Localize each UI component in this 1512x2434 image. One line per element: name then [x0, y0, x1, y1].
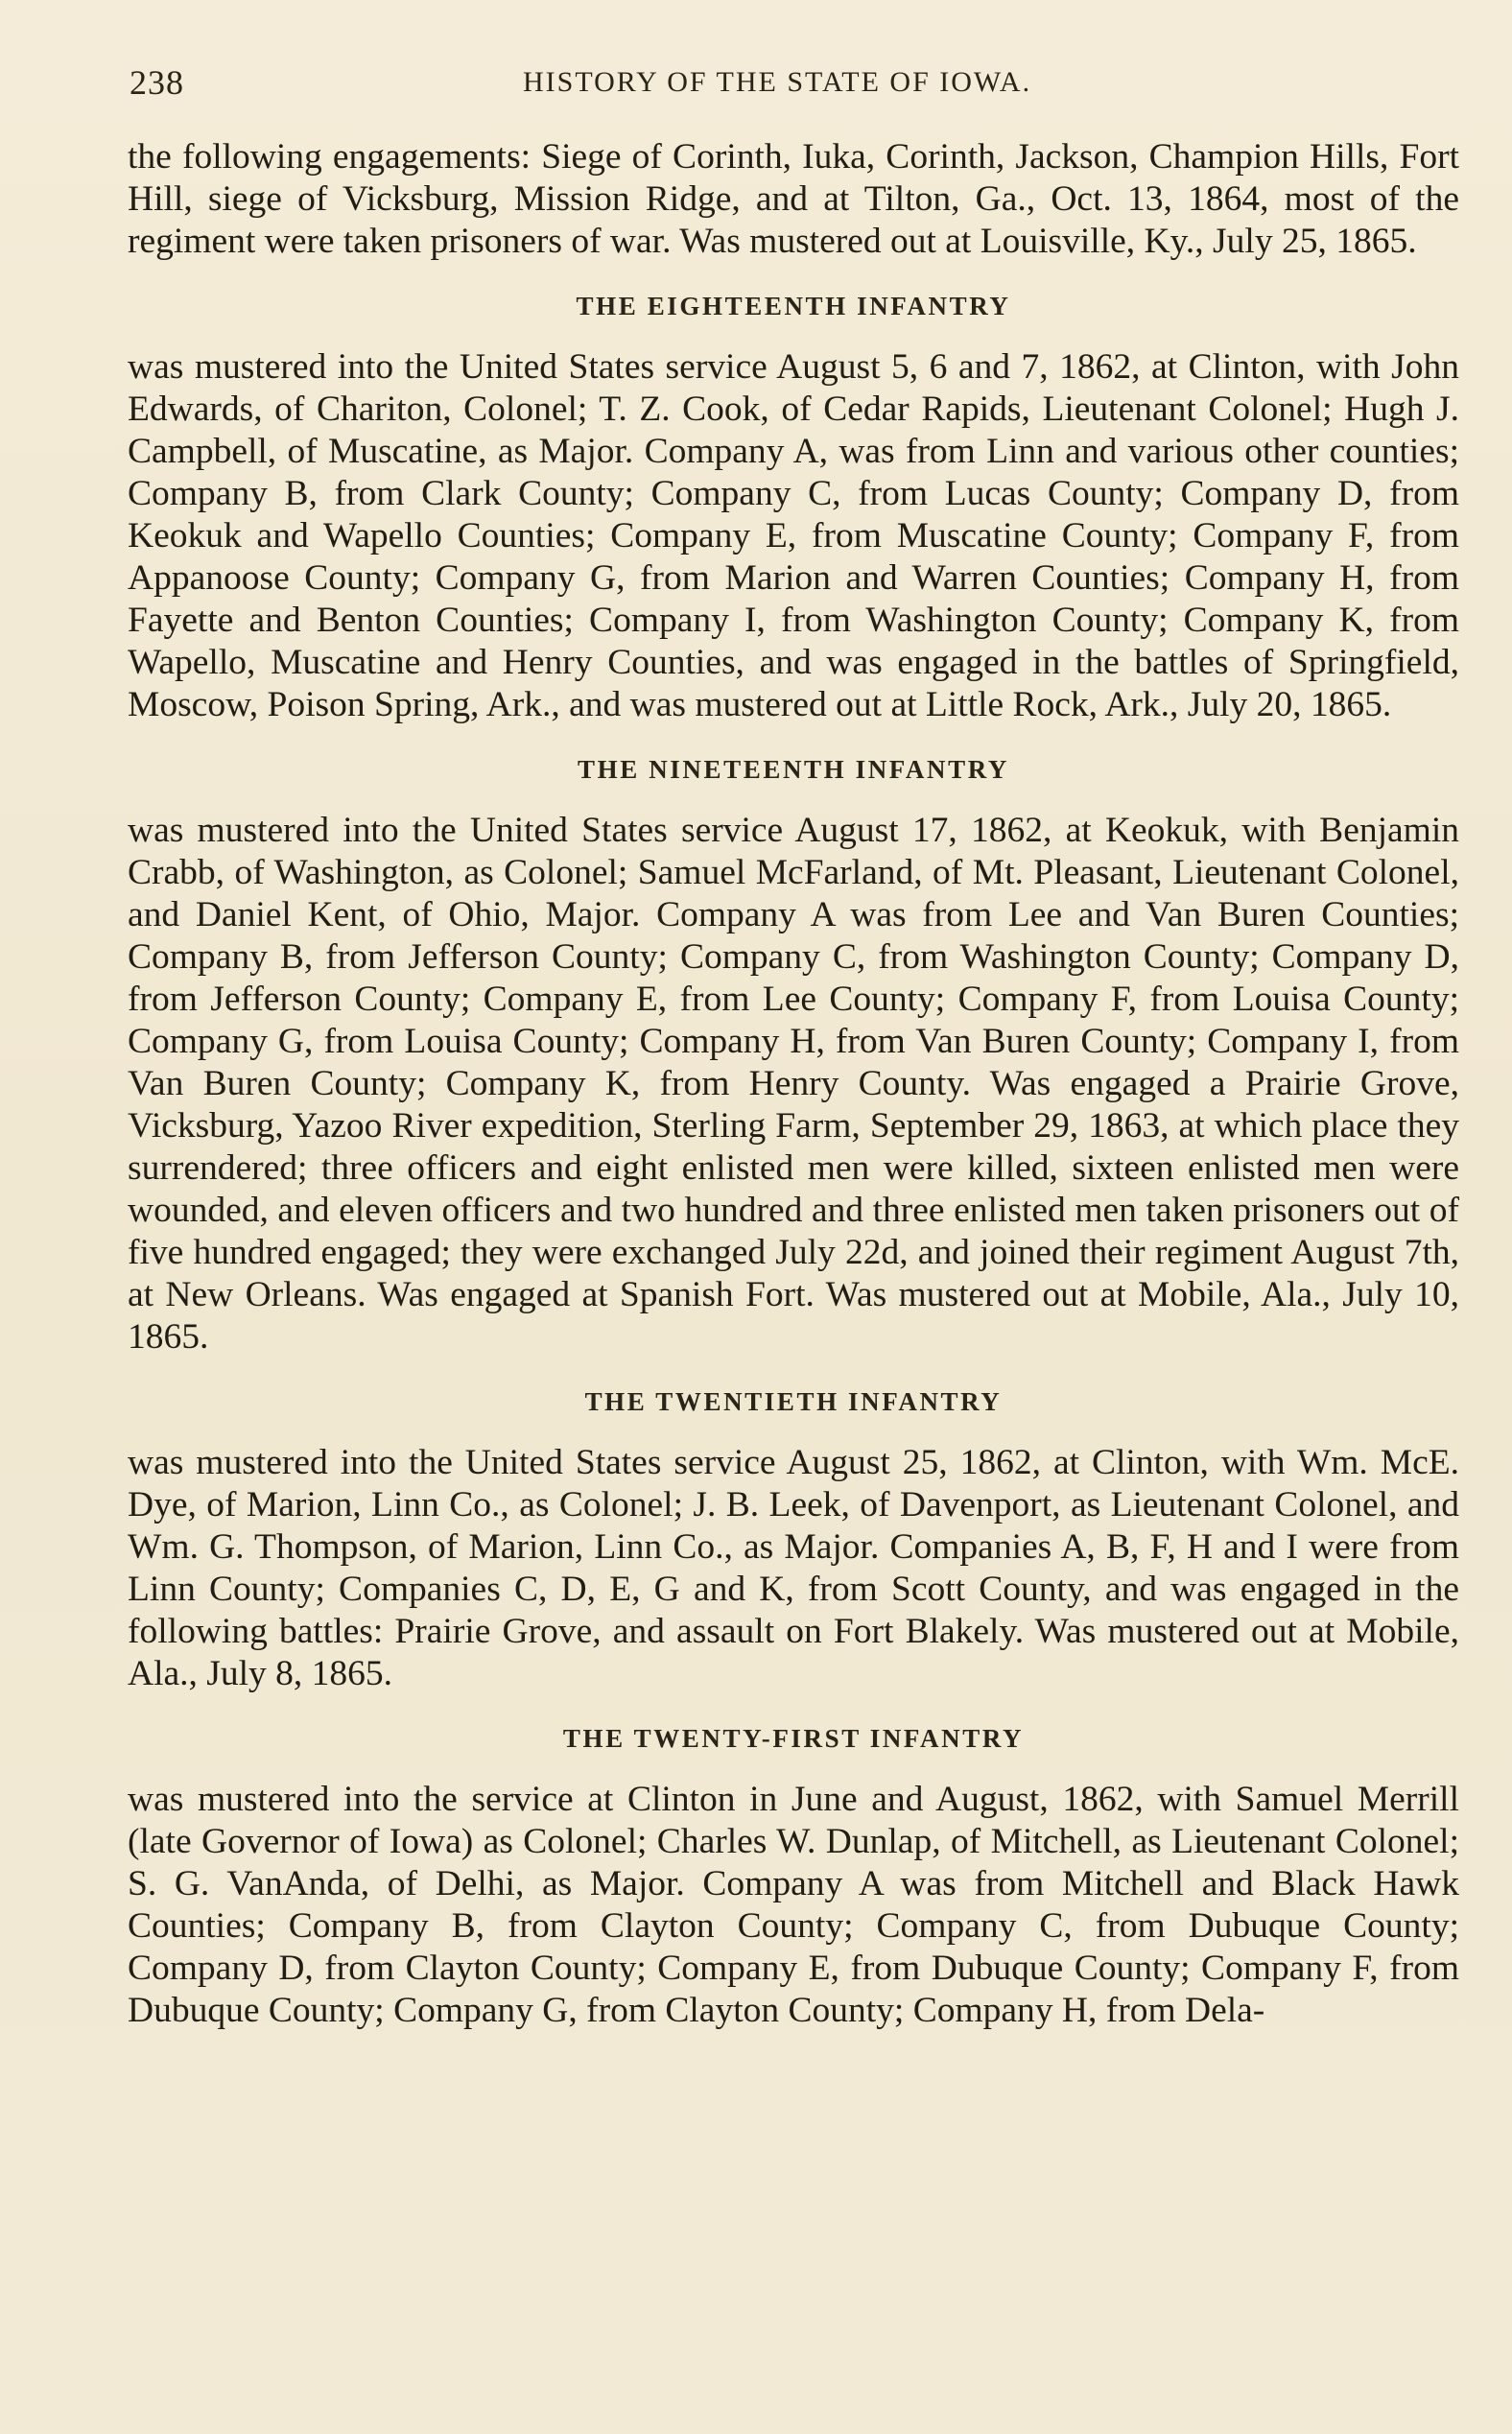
- section-4-heading: THE TWENTY-FIRST INFANTRY: [562, 1724, 1025, 1753]
- section-1-heading: THE EIGHTEENTH INFANTRY: [576, 292, 1011, 320]
- section-2-heading: THE NINETEENTH INFANTRY: [578, 755, 1009, 784]
- section-1-text: was mustered into the United States service August 5, 6 and 7, 1862, at Clinton, with John Edwards, of Chariton, Colonel; T. Z. Cook, of Cedar Rapids, Lieutenant Colonel; Hugh J. Campbell, of Muscatine, as Major. Company A, was from Linn and various other counties; Company B, from Clark County; Company C, from Lucas County; Company D, from Keokuk and Wapello Counties; Company E, from Muscatine County; Company F, from Appanoose County; Company G, from Marion and Warren Counties; Company H, from Fayette and Benton Counties; Company I, from Washington County; Company K, from Wapello, Muscatine and Henry Counties, and was engaged in the battles of Springfield, Moscow, Poison Spring, Ark., and was mustered out at Little Rock, Ark., July 20, 1865.: [128, 347, 1459, 724]
- section-4-text: was mustered into the service at Clinton in June and August, 1862, with Samuel Merrill (late Governor of Iowa) as Colonel; Charles W. Dunlap, of Mitchell, as Lieutenant Colonel; S. G. VanAnda, of Delhi, as Major. Company A was from Mitchell and Black Hawk Counties; Company B, from Clayton County; Company C, from Dubuque County; Company D, from Clayton County; Company E, from Dubuque County; Company F, from Dubuque County; Company G, from Clayton County; Company H, from Dela-: [128, 1780, 1459, 2030]
- running-head: [130, 62, 1089, 120]
- section-3-heading: THE TWENTIETH INFANTRY: [584, 1387, 1003, 1416]
- running-title: HISTORY OF THE STATE OF IOWA.: [523, 66, 1032, 98]
- page-number: 238: [130, 63, 184, 102]
- section-2-text: was mustered into the United States service August 17, 1862, at Keokuk, with Benjamin Crabb, of Washington, as Colonel; Samuel McFarland, of Mt. Pleasant, Lieutenant Colonel, and Daniel Kent, of Ohio, Major. Company A was from Lee and Van Buren Counties; Company B, from Jefferson County; Company C, from Washington County; Company D, from Jefferson County; Company E, from Lee County; Company F, from Louisa County; Company G, from Louisa County; Company H, from Van Buren County; Company I, from Van Buren County; Company K, from Henry County. Was engaged a Prairie Grove, Vicksburg, Yazoo River expedition, Sterling Farm, September 29, 1863, at which place they surrendered; three officers and eight enlisted men were killed, sixteen enlisted men were wounded, and eleven officers and two hundred and three enlisted men taken prisoners out of five hundred engaged; they were exchanged July 22d, and joined their regiment August 7th, at New Orleans. Was engaged at Spanish Fort. Was mustered out at Mobile, Ala., July 10, 1865.: [128, 811, 1459, 1357]
- section-0-text: the following engagements: Siege of Corinth, Iuka, Corinth, Jackson, Champion Hills, Fort Hill, siege of Vicksburg, Mission Ridge, and at Tilton, Ga., Oct. 13, 1864, most of the regiment were taken prisoners of war. Was mustered out at Louisville, Ky., July 25, 1865.: [128, 137, 1459, 261]
- page-body: [128, 136, 1459, 2032]
- section-3-text: was mustered into the United States service August 25, 1862, at Clinton, with Wm. McE. Dye, of Marion, Linn Co., as Colonel; J. B. Leek, of Davenport, as Lieutenant Colonel, and Wm. G. Thompson, of Marion, Linn Co., as Major. Companies A, B, F, H and I were from Linn County; Companies C, D, E, G and K, from Scott County, and was engaged in the following battles: Prairie Grove, and assault on Fort Blakely. Was mustered out at Mobile, Ala., July 8, 1865.: [128, 1443, 1459, 1693]
